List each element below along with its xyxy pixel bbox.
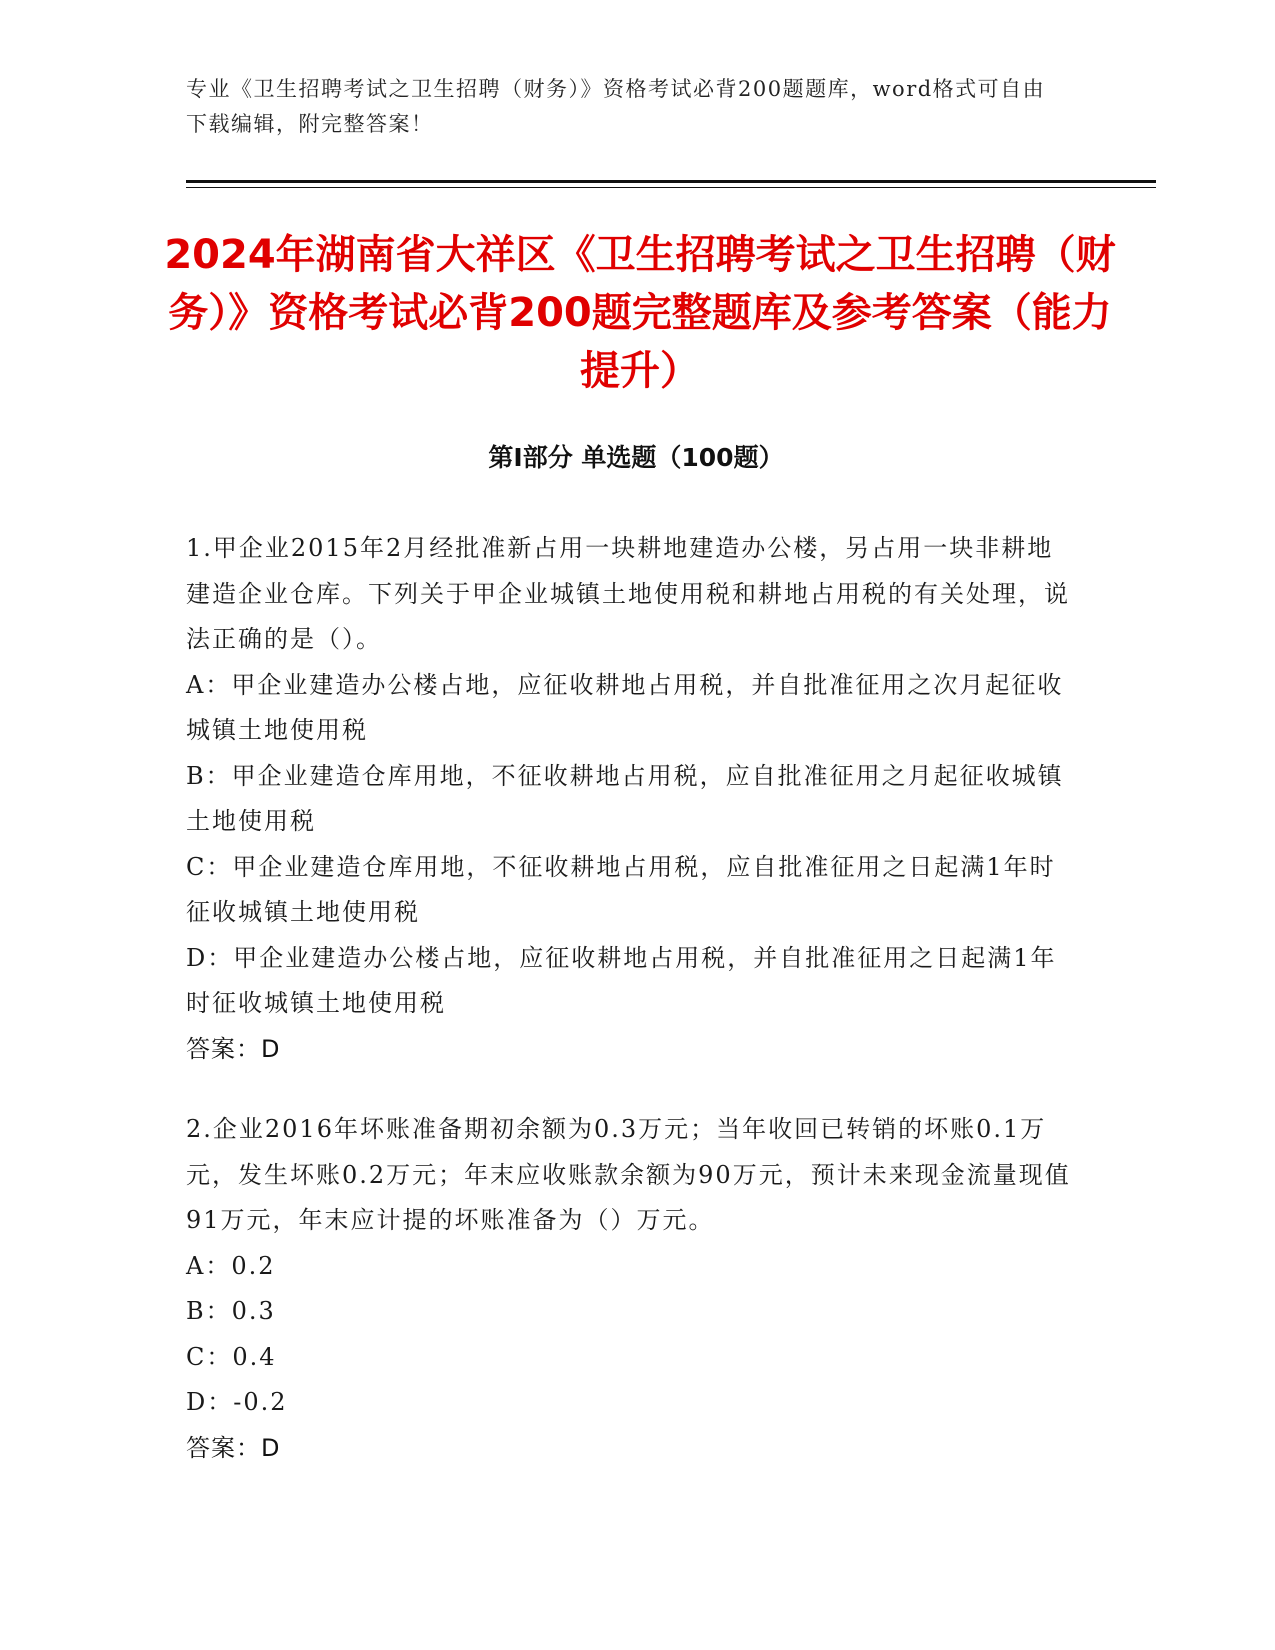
answer-line: 答案：D xyxy=(186,1034,281,1063)
option-b: B：甲企业建造仓库用地，不征收耕地占用税，应自批准征用之月起征收城镇土地使用税 xyxy=(186,761,1064,835)
header-note: 专业《卫生招聘考试之卫生招聘（财务）》资格考试必背200题题库，word格式可自由下载编辑，附完整答案！ xyxy=(186,77,1046,136)
option-b: B：0.3 xyxy=(186,1297,276,1325)
document-title: 2024年湖南省大祥区《卫生招聘考试之卫生招聘（财务）》资格考试必背200题完整题库及参考答案（能力提升） xyxy=(164,232,1116,394)
option-c: C：甲企业建造仓库用地，不征收耕地占用税，应自批准征用之日起满1年时征收城镇土地使用税 xyxy=(186,852,1056,926)
header-divider-thick xyxy=(186,180,1156,183)
option-d: D：-0.2 xyxy=(186,1388,288,1416)
option-a: A：0.2 xyxy=(186,1251,276,1280)
option-a: A：甲企业建造办公楼占地，应征收耕地占用税，并自批准征用之次月起征收城镇土地使用税 xyxy=(186,670,1064,744)
header-divider-thin xyxy=(186,187,1156,188)
question-block xyxy=(186,1107,1076,1471)
question-stem: 1.甲企业2015年2月经批准新占用一块耕地建造办公楼，另占用一块非耕地建造企业仓库。下列关于甲企业城镇土地使用税和耕地占用税的有关处理，说法正确的是（）。 xyxy=(186,534,1070,653)
option-c: C：0.4 xyxy=(186,1342,277,1371)
option-d: D：甲企业建造办公楼占地，应征收耕地占用税，并自批准征用之日起满1年时征收城镇土地使用税 xyxy=(186,943,1057,1017)
question-stem: 2.企业2016年坏账准备期初余额为0.3万元；当年收回已转销的坏账0.1万元，发生坏账0.2万元；年末应收账款余额为90万元，预计未来现金流量现值91万元，年末应计提的坏账准备为（）万元。 xyxy=(186,1115,1071,1234)
section-title: 第Ⅰ部分 单选题（100题） xyxy=(488,443,784,472)
question-block xyxy=(186,526,1076,1072)
answer-line: 答案：D xyxy=(186,1433,281,1462)
